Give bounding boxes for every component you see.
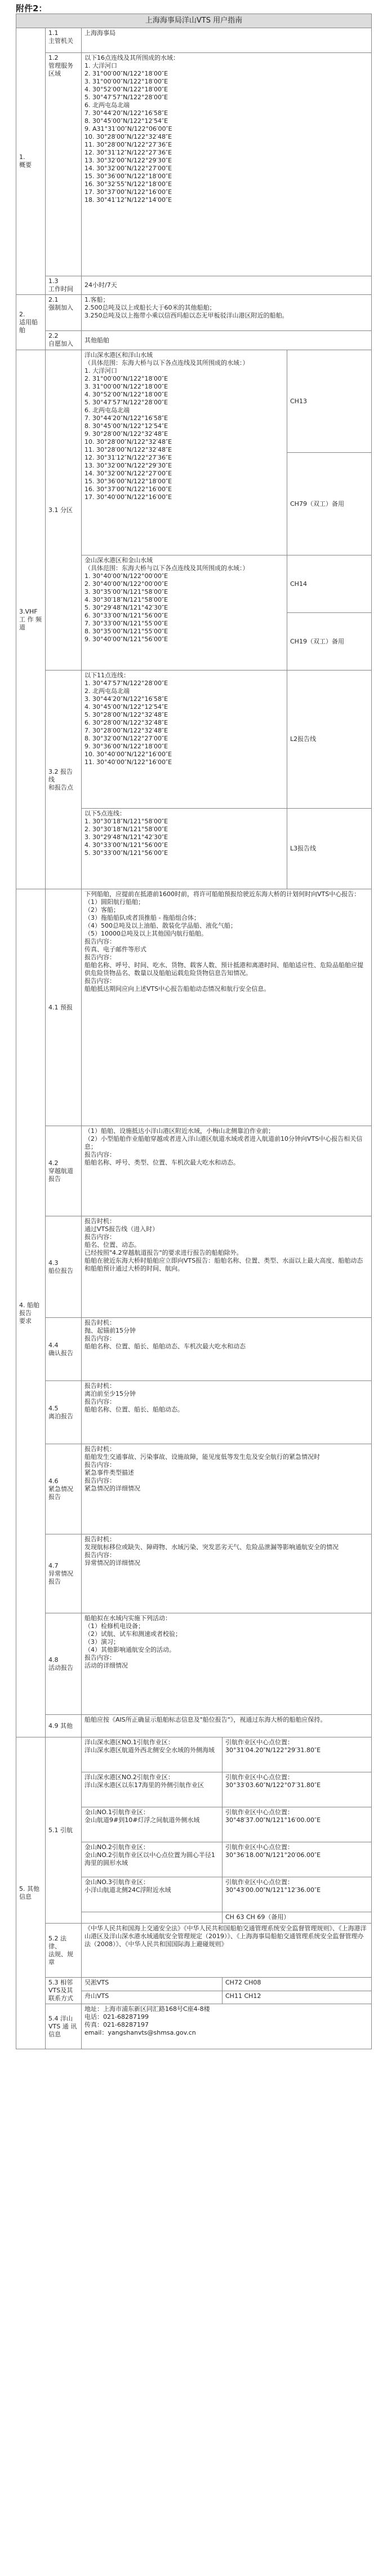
text-line: （2）试航、试车和测速或者校验； [84, 1630, 181, 1638]
text-line: 3. 31°00′00″N/122°18′00″E [84, 78, 168, 85]
text-line: 洋山深水港区NO.2引航作业区： [84, 1774, 174, 1781]
row-4-2-content [82, 1126, 372, 1216]
section-2-label [16, 295, 46, 350]
text-line: 报告内容： [84, 1654, 115, 1661]
row-4-5-content [82, 1381, 372, 1444]
text-line: 1. [19, 153, 25, 161]
text-line: 报告时机： [84, 1445, 115, 1453]
row-2-2-content: 其他船舶 [82, 331, 372, 350]
row-2-1-content [82, 295, 372, 331]
text-line: 5. 30°47′57″N/122°28′00″E [84, 399, 168, 406]
zone-yangshan-content [82, 350, 287, 555]
row-4-6-content [82, 1444, 372, 1534]
text-line: 工 作 频 [19, 615, 42, 623]
text-line: 2.500总吨及以上或船长大于60米的其他船舶； [84, 304, 216, 311]
text-line: 区域 [48, 70, 61, 77]
report-line-l2: L2报告线 [287, 671, 372, 809]
text-line: 报告 [19, 1309, 32, 1317]
text-line: （1）圆阳航行船舶； [84, 898, 144, 906]
text-line: 适用船 [19, 318, 38, 326]
text-line: 5. 30°33′00″N/121°56′00″E [84, 849, 168, 857]
text-line: 以下11点连线： [84, 672, 130, 679]
pilot-zone-3 [82, 1807, 223, 1842]
row-2-2-label [46, 331, 82, 350]
text-line: 1. 大洋河口 [84, 367, 117, 374]
text-line: 船舶发生交通事故、污染事故、设施故障，能见度低等发生危及安全航行的紧急情况时 [84, 1453, 320, 1461]
text-line: 报告时机： [84, 1536, 115, 1543]
text-line: 船舶抵达期间应向上述VTS中心报告船舶动态情况和航行安全信息。 [84, 985, 270, 993]
text-line: 引航作业区中心点位置： [225, 1739, 293, 1746]
row-4-9-content: 船舶应按《AIS所正确显示船舶标志信息及"船位报告"》，视通过东海大桥的船舶应保持。 [82, 1715, 372, 1737]
text-line: （3）拖船船队或者顶推船 - 拖船组合体； [84, 914, 200, 921]
text-line: 异常情况的详细情况 [84, 1559, 140, 1567]
row-4-1-label: 4.1 预报 [46, 889, 82, 1126]
text-line: 金山NO.1引航作业区： [84, 1809, 149, 1816]
text-line: 小洋山航道北侧24C浮附近水域 [84, 1886, 171, 1894]
pilot-channel-spacer [82, 1912, 223, 1924]
text-line: 报告内容： [84, 938, 115, 945]
text-line: 11. 30°28′00″N/122°32′48″E [84, 446, 172, 453]
text-line: 2. 30°40′00″N/122°00′00″E [84, 580, 168, 588]
row-4-9-label: 4.9 其他 [46, 1715, 82, 1737]
text-line: 30°33′03.60″N/122°07′31.80″E [225, 1781, 321, 1789]
text-line: 3.250总吨及以上拖带小乘以信西玛船以态无甲板驳洋山港区附近的船舶。 [84, 312, 288, 319]
text-line: 强制加入 [48, 304, 73, 311]
pilot-zone-2-center [223, 1772, 372, 1807]
text-line: 17. 30°40′00″N/122°16′00″E [84, 493, 172, 501]
text-line: 3.2 报告线 [48, 767, 73, 783]
text-line: 2. [19, 310, 25, 318]
text-line: 11. 30°28′00″N/122°27′36″E [84, 141, 172, 148]
text-line: 确认报告 [48, 1349, 73, 1357]
text-line: 6. 北两屯岛北端 [84, 102, 130, 109]
text-line: 联系方式 [48, 1995, 73, 2002]
text-line: 洋山深水港区以东17海里的外侧引航作业区 [84, 1781, 204, 1789]
text-line: 30°43′00.00″N/121°12′36.00″E [225, 1886, 321, 1894]
text-line: 16. 30°32′55″N/122°18′00″E [84, 180, 172, 188]
text-line: 报告时机： [84, 1382, 115, 1390]
text-line: （1）船舶、设施抵达小洋山港区附近水域，小梅山北侧靠泊作业前； [84, 1127, 274, 1135]
zone-jinshan-content [82, 555, 287, 671]
text-line: 7. 30°28′00″N/122°32′48″E [84, 727, 168, 734]
text-line: 船舶名称、位置、船长、船舶动态、车机次最大吃水和动态 [84, 1343, 246, 1350]
text-line: 报告内容： [84, 977, 115, 985]
text-line: 下列船舶，应提前在抵港前1600时前，将许可船舶预报给驶近东海大桥的计划何时向VTS中心报告： [84, 890, 361, 898]
text-line: 报告内容： [84, 1335, 115, 1342]
text-line: 船舶在驶近东海大桥时船舶应立即向VTS报告：船舶名称、位置、类型、水面以上最大高度、船舶动态和船舶预计通过大桥的时间、航向。 [84, 1257, 363, 1272]
text-line: 4. 船舶 [19, 1301, 39, 1309]
pilot-zone-4-center [223, 1842, 372, 1877]
text-line: （4）500总吨及以上油船、散装化学品船、液化气船； [84, 922, 237, 929]
row-4-7-label [46, 1534, 82, 1613]
text-line: 18. 30°41′12″N/122°14′00″E [84, 196, 172, 204]
section-1-label [16, 28, 46, 295]
text-line: VTS及其 [48, 1987, 73, 1994]
text-line: 信息 [48, 2030, 61, 2038]
text-line: 船舶拟在水域内实施下列活动： [84, 1615, 171, 1622]
text-line: 5.4 洋山 [48, 2014, 73, 2022]
text-line: 船名、位置、动态。 [84, 1241, 140, 1249]
text-line: 金山航道9#到10#灯浮之间航道外侧水域 [84, 1816, 200, 1824]
text-line: 1.3 [48, 277, 59, 285]
text-line: 4.3 [48, 1259, 59, 1267]
text-line: 3. 30°29′48″N/121°42′30″E [84, 833, 168, 841]
text-line: 15. 30°36′00″N/122°18′00″E [84, 173, 172, 180]
text-line: 船舶名称、位置、船长、船舶动态。 [84, 1406, 184, 1413]
text-line: 报告内容： [84, 954, 115, 961]
row-1-1-content: 上海海事局 [82, 28, 372, 53]
text-line: 1. 30°30′18″N/121°58′00″E [84, 818, 168, 825]
text-line: 4.8 [48, 1656, 59, 1664]
text-line: 14. 30°32′00″N/122°27′00″E [84, 165, 172, 172]
row-4-5-label [46, 1381, 82, 1444]
text-line: 2. 31°00′00″N/122°18′00″E [84, 375, 168, 382]
report-line-l3: L3报告线 [287, 809, 372, 889]
text-line: 发现航标移位或缺失、障碍物、水域污染、突发恶劣天气、危险品泄漏等影响通航安全的情况 [84, 1543, 339, 1551]
row-5-2-content: 《中华人民共和国海上交通安全法》《中华人民共和国船舶交通管理系统安全监督管理规则》、《上海港洋山港区及洋山深水港水域通航安全管理规定（2019）》、《上海海事局船舶交通管理系统安全监督管理办法（2008）》、《中华人民共和国国际海上避碰规则》 [82, 1924, 372, 1978]
text-line: 引航作业区中心点位置： [225, 1843, 293, 1851]
row-1-1-label [46, 28, 82, 53]
text-line: 紧急事件类型描述 [84, 1469, 134, 1476]
adjacent-vts-1-channel: CH72 CH08 [223, 1978, 372, 1991]
text-line: 金山NO.2引航作业区以中心点位置为圆心半径1海里的圆形水域 [84, 1851, 215, 1867]
row-1-3-label [46, 276, 82, 295]
text-line: 引航作业区中心点位置： [225, 1774, 293, 1781]
text-line: 1.1 [48, 29, 59, 37]
text-line: 1.客船； [84, 296, 109, 303]
text-line: 9. A31°31′00″N/122°06′00″E [84, 125, 172, 133]
text-line: 地址：上海市浦东新区同汇路168号C座4-8楼 [84, 2005, 210, 2013]
text-line: 紧急情况 [48, 1485, 73, 1493]
text-line: 主管机关 [48, 37, 73, 45]
text-line: 5.3 相邻 [48, 1979, 73, 1986]
text-line: 13. 30°32′00″N/122°29′30″E [84, 462, 172, 469]
text-line: 7. 30°33′00″N/121°55′00″E [84, 620, 168, 627]
row-4-4-label [46, 1318, 82, 1381]
text-line: （5）10000总吨及以上其他国内航行船舶。 [84, 930, 207, 937]
text-line: 报告 [48, 1175, 61, 1183]
text-line: 4.6 [48, 1477, 59, 1485]
text-line: 金山NO.3引航作业区： [84, 1878, 149, 1886]
pilot-zone-5-center [223, 1877, 372, 1912]
text-line: 11. 30°40′00″N/122°16′00″E [84, 758, 172, 766]
text-line: （4）其他影响通航安全的活动。 [84, 1646, 175, 1653]
text-line: 7. 30°44′20″N/122°16′58″E [84, 109, 168, 117]
text-line: 3. 31°00′00″N/122°18′00″E [84, 383, 168, 390]
text-line: 3.VHF [19, 607, 38, 615]
text-line: 5. 30°47′57″N/122°28′00″E [84, 94, 168, 101]
text-line: 4.7 [48, 1562, 59, 1569]
text-line: 6. 北两屯岛北端 [84, 407, 130, 414]
pilot-zone-5 [82, 1877, 223, 1912]
section-4-label [16, 889, 46, 1737]
text-line: 自愿加入 [48, 340, 73, 347]
text-line: 4.2 [48, 1159, 59, 1167]
row-4-4-content [82, 1318, 372, 1381]
text-line: 要求 [19, 1317, 32, 1325]
text-line: 5.2 法律、 [48, 1934, 66, 1950]
row-4-7-content [82, 1534, 372, 1613]
text-line: 1. 30°47′57″N/122°28′00″E [84, 680, 168, 687]
text-line: （3）演习； [84, 1638, 119, 1646]
row-1-2-label [46, 53, 82, 276]
text-line: 通过VTS报告线（进入时） [84, 1225, 159, 1233]
text-line: 活动报告 [48, 1664, 73, 1671]
table-title: 上海海事局洋山VTS 用户指南 [16, 14, 372, 28]
text-line: 1. 30°40′00″N/122°00′00″E [84, 572, 168, 580]
text-line: 2. 30°30′18″N/121°58′00″E [84, 826, 168, 833]
text-line: 抛、起锚前15分钟 [84, 1327, 136, 1334]
text-line: 报告 [48, 1493, 61, 1501]
text-line: 穿越航道 [48, 1167, 73, 1175]
text-line: 8. 30°45′00″N/122°12′54″E [84, 422, 168, 430]
text-line: 8. 30°45′00″N/122°12′54″E [84, 117, 168, 125]
pilot-zone-3-center [223, 1807, 372, 1842]
text-line: 管理服务 [48, 62, 73, 69]
text-line: 30°36′18.00″N/121°20′06.00″E [225, 1851, 321, 1859]
channel-ch79: CH79（双工）备用 [287, 453, 372, 555]
text-line: 5. 30°28′00″N/122°32′48″E [84, 711, 168, 718]
text-line: 4. 30°52′00″N/122°18′00″E [84, 391, 168, 398]
vts-user-guide-table [16, 14, 372, 2049]
text-line: 舶 [19, 326, 25, 334]
text-line: 4. 30°45′00″N/122°12′54″E [84, 703, 168, 711]
text-line: 洋山深水港区航道外西北侧安全水域的外侧海域 [84, 1746, 215, 1754]
text-line: 离泊报告 [48, 1412, 73, 1420]
text-line: 紧急情况的详细情况 [84, 1485, 140, 1492]
text-line: 章 [48, 1958, 55, 1966]
text-line: 5. 其他 [19, 1885, 39, 1893]
text-line: 金山NO.2引航作业区： [84, 1843, 149, 1851]
text-line: 报告时机： [84, 1218, 115, 1225]
text-line: 报告内容： [84, 1461, 115, 1468]
row-1-3-content: 24小时/7天 [82, 276, 372, 295]
row-1-2-content [82, 53, 372, 276]
text-line: 金山深水港区和金山水域 [84, 557, 153, 564]
pilot-zone-1 [82, 1737, 223, 1772]
text-line: 17. 30°37′00″N/122°16′00″E [84, 188, 172, 196]
row-4-3-label [46, 1216, 82, 1318]
text-line: 2. 北两屯岛北端 [84, 687, 130, 695]
text-line: 7. 30°44′20″N/122°16′58″E [84, 414, 168, 422]
text-line: （具体范围：东海大桥与以下各点连线及其所围成的水域：） [84, 564, 249, 572]
text-line: 8. 30°35′00″N/121°55′00″E [84, 628, 168, 635]
section-3-label [16, 350, 46, 889]
row-5-2-label [46, 1924, 82, 1978]
text-line: 船舶名称、呼号、类型、位置、车机次最大吃水和动态。 [84, 1159, 239, 1166]
text-line: 工作时间 [48, 285, 73, 293]
text-line: 15. 30°36′00″N/122°18′00″E [84, 478, 172, 485]
attachment-label: 附件2： [16, 3, 47, 14]
text-line: 4. 30°33′00″N/121°56′00″E [84, 841, 168, 849]
text-line: 传真、电子邮件等形式 [84, 946, 146, 953]
text-line: 1. 大洋河口 [84, 62, 117, 69]
row-5-4-label [46, 2004, 82, 2049]
pilot-zone-1-center [223, 1737, 372, 1772]
text-line: 9. 30°36′00″N/122°18′00″E [84, 743, 168, 750]
row-3-2-label [46, 671, 82, 889]
text-line: 道 [19, 623, 25, 631]
text-line: 报告内容： [84, 1398, 115, 1405]
pilot-zone-2 [82, 1772, 223, 1807]
channel-ch13: CH13 [287, 350, 372, 453]
text-line: 8. 30°32′00″N/122°27′00″E [84, 735, 168, 742]
row-4-8-content [82, 1613, 372, 1715]
row-5-1-label: 5.1 引航 [46, 1737, 82, 1924]
row-4-3-content [82, 1216, 372, 1318]
text-line: 引航作业区中心点位置： [225, 1809, 293, 1816]
text-line: （具体范围：东海大桥与以下各点连线及其所围成的水域：） [84, 359, 249, 367]
text-line: 船舶名称、呼号、时间、吃水、货物、载客人数、预计抵港和离港时间、船舶适应性、危险品船舶应提供危险货物品名、数量以及船舶运载危险货物信息告知情况。 [84, 961, 363, 977]
text-line: 4. 30°30′18″N/121°58′00″E [84, 596, 168, 603]
text-line: 活动的详细情况 [84, 1662, 128, 1669]
text-line: 概要 [19, 161, 32, 169]
row-5-3-label [46, 1978, 82, 2004]
text-line: 报告内容： [84, 1551, 115, 1559]
text-line: 2. 31°00′00″N/122°18′00″E [84, 70, 168, 77]
text-line: 10. 30°28′00″N/122°32′48″E [84, 133, 172, 140]
text-line: 报告内容： [84, 1477, 115, 1484]
channel-ch14: CH14 [287, 555, 372, 613]
text-line: 异常情况 [48, 1569, 73, 1577]
text-line: 4.4 [48, 1341, 59, 1349]
text-line: 9. 30°28′00″N/122°32′48″E [84, 430, 168, 438]
channel-ch19: CH19（双工）备用 [287, 613, 372, 671]
row-4-1-content [82, 889, 372, 1126]
text-line: 1.2 [48, 54, 59, 61]
text-line: 16. 30°37′00″N/122°16′00″E [84, 486, 172, 493]
text-line: email：yangshanvts@shmsa.gov.cn [84, 2029, 196, 2036]
text-line: 14. 30°32′00″N/122°27′00″E [84, 470, 172, 477]
text-line: 30°31′04.20″N/122°29′31.80″E [225, 1746, 321, 1754]
text-line: 已经按照"4.2穿越航道报告"的要求进行报告的船舶除外。 [84, 1249, 243, 1256]
text-line: 2.2 [48, 332, 59, 339]
text-line: 4.5 [48, 1404, 59, 1412]
text-line: 离泊前至少15分钟 [84, 1390, 136, 1397]
text-line: 6. 30°33′00″N/121°56′00″E [84, 612, 168, 619]
text-line: 6. 30°28′00″N/122°32′48″E [84, 719, 168, 726]
row-5-4-content [82, 2004, 372, 2049]
row-4-2-label [46, 1126, 82, 1216]
adjacent-vts-2-name: 舟山VTS [82, 1991, 223, 2004]
text-line: 5. 30°29′48″N/121°42′30″E [84, 604, 168, 611]
text-line: 报告内容： [84, 1151, 115, 1158]
text-line: 2.1 [48, 296, 59, 303]
text-line: 报告时机： [84, 1319, 115, 1326]
text-line: （1）检修机电设备； [84, 1622, 144, 1630]
text-line: 4. 30°52′00″N/122°18′00″E [84, 86, 168, 93]
text-line: 9. 30°40′00″N/121°56′00″E [84, 636, 168, 643]
text-line: 电话：021-68287199 [84, 2013, 149, 2021]
text-line: 10. 30°28′00″N/122°32′48″E [84, 438, 172, 445]
text-line: （2）客船； [84, 906, 119, 914]
text-line: VTS 通 讯 [48, 2022, 77, 2030]
text-line: 和报告点 [48, 783, 73, 791]
text-line: 10. 30°40′00″N/122°16′00″E [84, 751, 172, 758]
row-4-8-label [46, 1613, 82, 1715]
text-line: 洋山深水港区NO.1引航作业区： [84, 1739, 174, 1746]
text-line: 3. 30°35′00″N/121°58′00″E [84, 588, 168, 596]
text-line: 传真：021-68287197 [84, 2021, 149, 2028]
text-line: （2）小型船舶作业船舶穿越或者进入洋山港区航道水域或者进入航道前10分钟向VTS中心报告相关信息； [84, 1135, 363, 1150]
text-line: 报告内容： [84, 1233, 115, 1241]
text-line: 引航作业区中心点位置： [225, 1878, 293, 1886]
text-line: 法规、规 [48, 1950, 73, 1958]
adjacent-vts-1-name: 吴淞VTS [82, 1978, 223, 1991]
text-line: 报告 [48, 1577, 61, 1585]
text-line: 以下16点连线及其所围成的水域： [84, 54, 179, 61]
row-2-1-label [46, 295, 82, 331]
pilot-channel: CH 63 CH 69（备用） [223, 1912, 372, 1924]
text-line: 12. 30°31′12″N/122°27′36″E [84, 454, 172, 461]
text-line: 13. 30°32′00″N/122°29′30″E [84, 157, 172, 164]
text-line: 3. 30°44′20″N/122°16′58″E [84, 695, 168, 703]
pilot-zone-4 [82, 1842, 223, 1877]
text-line: 以下5点连线： [84, 810, 126, 817]
row-3-1-label: 3.1 分区 [46, 350, 82, 671]
report-line-l2-points [82, 671, 287, 809]
row-4-6-label [46, 1444, 82, 1534]
text-line: 12. 30°31′12″N/122°27′36″E [84, 149, 172, 156]
text-line: 信息 [19, 1893, 32, 1900]
text-line: 船位报告 [48, 1267, 73, 1274]
text-line: 30°48′37.00″N/121°16′00.00″E [225, 1816, 321, 1824]
text-line: 洋山深水港区和洋山水域 [84, 351, 153, 359]
section-5-label [16, 1737, 46, 2049]
report-line-l3-points [82, 809, 287, 889]
adjacent-vts-2-channel: CH11 CH12 [223, 1991, 372, 2004]
